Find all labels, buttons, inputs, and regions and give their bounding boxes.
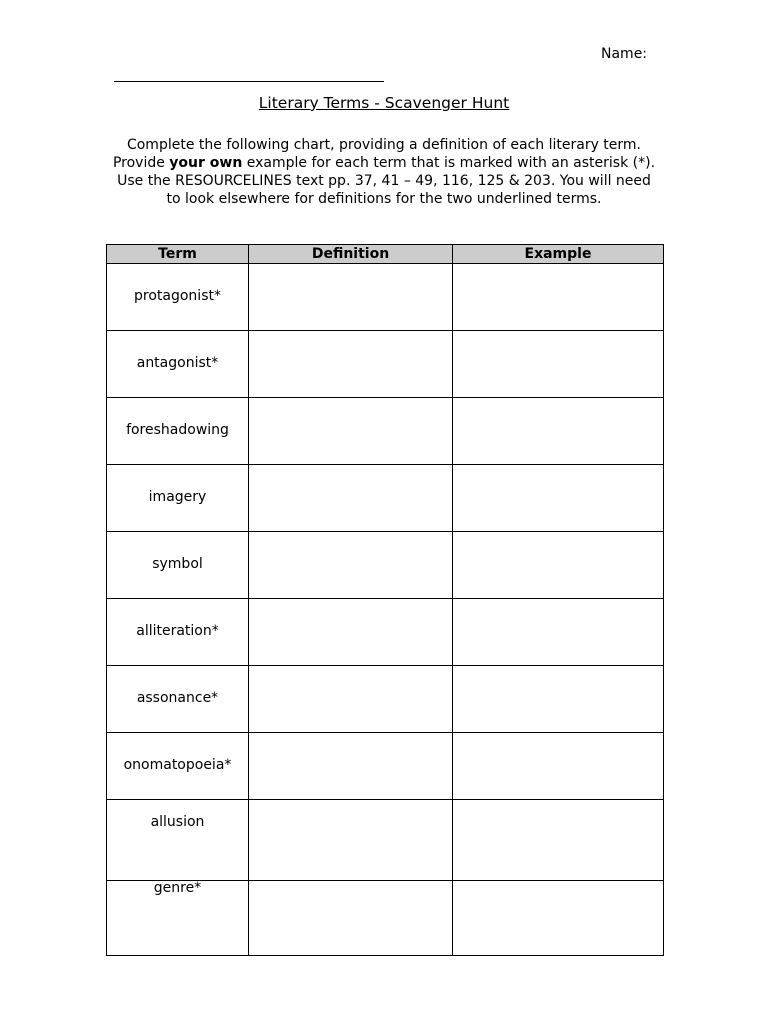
term-label: protagonist* bbox=[134, 288, 221, 304]
example-cell[interactable] bbox=[453, 733, 664, 800]
example-cell[interactable] bbox=[453, 599, 664, 666]
table-row bbox=[107, 465, 664, 532]
term-cell bbox=[107, 881, 249, 956]
term-cell bbox=[107, 666, 249, 733]
term-label: assonance* bbox=[136, 690, 219, 706]
name-blank-line[interactable] bbox=[114, 81, 384, 82]
definition-cell[interactable] bbox=[249, 666, 453, 733]
term-label: imagery bbox=[148, 489, 207, 505]
example-cell[interactable] bbox=[453, 465, 664, 532]
column-header-example: Example bbox=[453, 245, 664, 264]
term-cell bbox=[107, 264, 249, 331]
definition-cell[interactable] bbox=[249, 599, 453, 666]
table-row bbox=[107, 733, 664, 800]
term-label: symbol bbox=[152, 556, 203, 572]
example-cell[interactable] bbox=[453, 264, 664, 331]
table-row bbox=[107, 881, 664, 956]
instructions-bold-text: your own bbox=[169, 155, 243, 171]
column-header-term: Term bbox=[107, 245, 249, 264]
definition-cell[interactable] bbox=[249, 800, 453, 881]
term-cell bbox=[107, 532, 249, 599]
definition-cell[interactable] bbox=[249, 264, 453, 331]
table-row bbox=[107, 398, 664, 465]
example-cell[interactable] bbox=[453, 532, 664, 599]
definition-cell[interactable] bbox=[249, 331, 453, 398]
term-cell bbox=[107, 599, 249, 666]
instructions-text-2: example for each term that is marked with an asterisk (*). Use the RESOURCELINES text pp. 37, 41 – 49, 116, 125 & 203. You will need to look elsewhere for definitions for the two underlined terms. bbox=[117, 155, 656, 207]
column-header-definition: Definition bbox=[249, 245, 453, 264]
instructions-paragraph bbox=[108, 136, 660, 208]
definition-cell[interactable] bbox=[249, 733, 453, 800]
table-row bbox=[107, 599, 664, 666]
page-title: Literary Terms - Scavenger Hunt bbox=[258, 94, 510, 112]
term-label: alliteration* bbox=[136, 623, 219, 639]
definition-cell[interactable] bbox=[249, 398, 453, 465]
example-cell[interactable] bbox=[453, 398, 664, 465]
definition-cell[interactable] bbox=[249, 532, 453, 599]
term-cell bbox=[107, 800, 249, 881]
example-cell[interactable] bbox=[453, 881, 664, 956]
table-header-row bbox=[107, 245, 664, 264]
table-row bbox=[107, 800, 664, 881]
example-cell[interactable] bbox=[453, 331, 664, 398]
table-row bbox=[107, 331, 664, 398]
name-label: Name: bbox=[601, 46, 648, 62]
term-label: antagonist* bbox=[136, 355, 219, 371]
term-label: onomatopoeia* bbox=[123, 757, 232, 773]
literary-terms-table bbox=[106, 244, 664, 956]
instructions-text-1: Complete the following chart, providing a definition of each literary term. Provide bbox=[112, 137, 642, 171]
example-cell[interactable] bbox=[453, 666, 664, 733]
example-cell[interactable] bbox=[453, 800, 664, 881]
term-label: genre* bbox=[153, 880, 202, 896]
term-cell bbox=[107, 733, 249, 800]
definition-cell[interactable] bbox=[249, 881, 453, 956]
table-row bbox=[107, 264, 664, 331]
term-cell bbox=[107, 398, 249, 465]
table-row bbox=[107, 666, 664, 733]
term-cell bbox=[107, 465, 249, 532]
term-label: foreshadowing bbox=[126, 422, 229, 438]
definition-cell[interactable] bbox=[249, 465, 453, 532]
term-cell bbox=[107, 331, 249, 398]
table-row bbox=[107, 532, 664, 599]
term-label: allusion bbox=[150, 814, 205, 830]
